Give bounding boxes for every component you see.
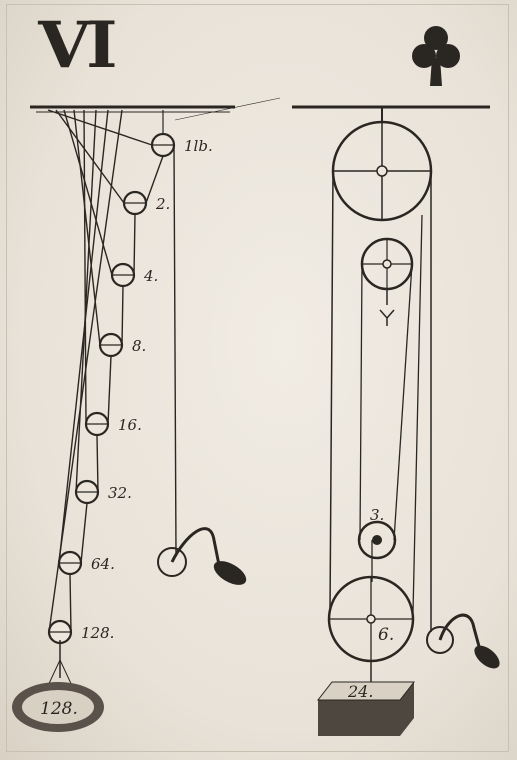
block-label: 24. [348, 682, 374, 701]
pulley-label: 64. [91, 555, 115, 573]
left-crank-handle [158, 529, 250, 590]
rope-segment [70, 574, 71, 632]
rope-segment [48, 110, 152, 145]
left-pulley [112, 264, 158, 286]
right-second-wheel [362, 239, 412, 326]
pulley-label: 8. [132, 337, 147, 355]
left-pulley [59, 552, 115, 574]
right-block-weight [318, 682, 414, 736]
right-top-wheel [333, 122, 431, 220]
rope-segment [97, 435, 98, 492]
pulley-label: 128. [81, 624, 115, 642]
pulley-label: 32. [108, 484, 132, 502]
weight-label: 128. [40, 699, 78, 719]
rope-segment [174, 145, 176, 555]
small-pulley-label: 3. [370, 506, 385, 524]
pulley-label: 16. [118, 416, 142, 434]
left-pulley [124, 192, 170, 214]
rope-segment [134, 214, 135, 275]
left-pulley [100, 334, 146, 356]
pulley-label: 1lb. [184, 137, 213, 155]
right-crank-handle [427, 615, 504, 673]
right-large-pulley [329, 577, 413, 682]
right-pulley-system [292, 107, 504, 736]
club-icon [412, 26, 460, 86]
hanger-hook [175, 98, 280, 120]
left-weight-stone [12, 640, 104, 732]
rope-segment [122, 286, 123, 345]
left-pulley [76, 481, 132, 503]
left-pulley [86, 413, 142, 435]
rope-segment [49, 110, 122, 632]
right-small-pulley [359, 506, 395, 558]
left-pulleys [49, 134, 213, 643]
rope-segment [108, 356, 111, 424]
card-numeral: VI [38, 8, 114, 83]
pulley-label: 4. [144, 267, 159, 285]
pulley-label: 2. [156, 195, 171, 213]
left-pulley [152, 134, 213, 156]
left-pulley [49, 621, 114, 643]
large-pulley-label: 6. [378, 625, 395, 645]
rope-segment [81, 503, 87, 563]
